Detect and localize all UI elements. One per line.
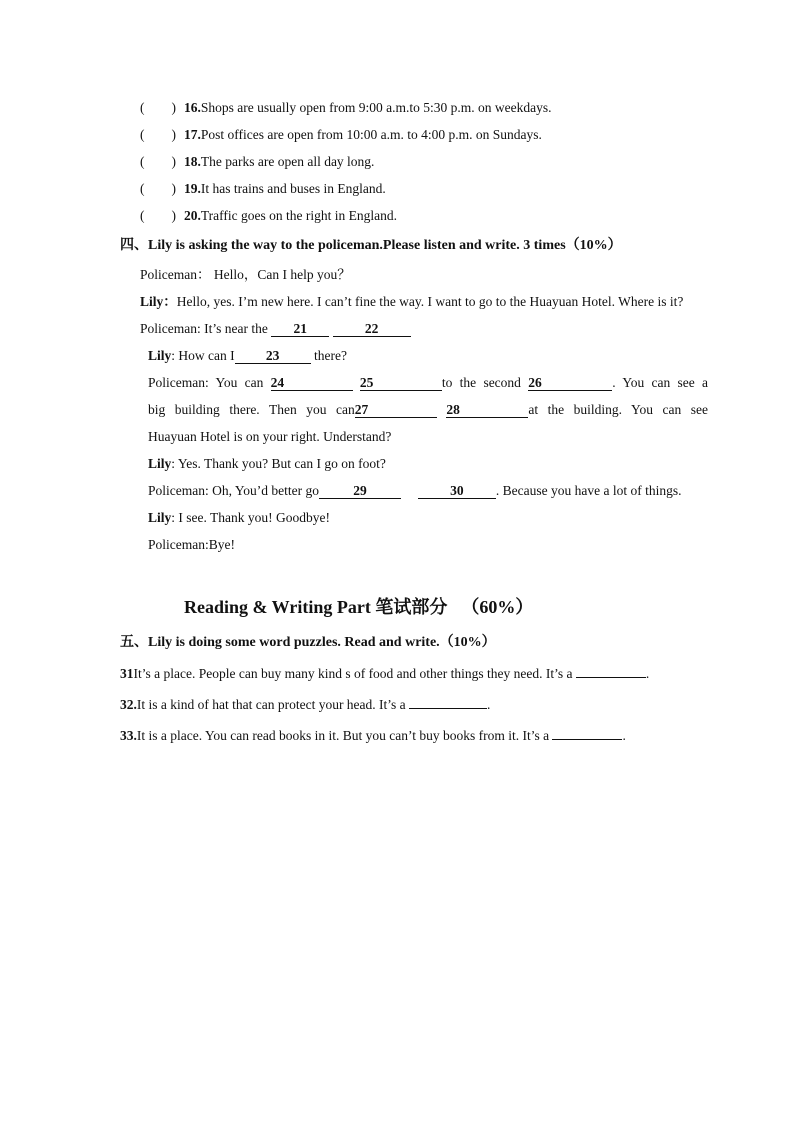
question-31: [120, 665, 649, 683]
item-number: 19.: [184, 181, 201, 196]
dialogue-text: Policeman: It’s near the: [140, 321, 272, 336]
answer-blank-32[interactable]: [409, 708, 487, 709]
item-text: The parks are open all day long.: [200, 154, 375, 169]
blank-26[interactable]: 26: [528, 375, 612, 391]
dialogue-line-9: [148, 482, 681, 500]
part-title-text: Reading & Writing Part 笔试部分: [184, 597, 448, 617]
dialogue-text: there?: [310, 348, 347, 363]
dialogue-text: Huayuan Hotel is on your right. Understand?: [148, 429, 392, 444]
question-end: .: [645, 666, 650, 681]
dialogue-text: : Yes. Thank you? But can I go on foot?: [171, 456, 386, 471]
question-33: [120, 727, 626, 745]
answer-parentheses[interactable]: ( ): [140, 181, 176, 196]
dialogue-text: : I see. Thank you! Goodbye!: [171, 510, 330, 525]
tf-item-16: [140, 99, 551, 117]
answer-blank-31[interactable]: [576, 677, 646, 678]
item-text: Post offices are open from 10:00 a.m. to 4:00 p.m. on Sundays.: [200, 127, 542, 142]
part-title: [184, 596, 533, 618]
blank-27[interactable]: 27: [355, 402, 437, 418]
dialogue-text: Policeman: You can: [148, 375, 271, 390]
answer-parentheses[interactable]: ( ): [140, 127, 176, 142]
dialogue-text: . You can see a: [612, 375, 708, 390]
item-number: 17.: [184, 127, 201, 142]
dialogue-line-3: [140, 320, 411, 338]
dialogue-line-10: [148, 509, 330, 527]
dialogue-line-2: [140, 293, 683, 311]
dialogue-line-7: [148, 428, 391, 446]
part-title-percent: （60%）: [461, 597, 534, 617]
question-number: 32.: [120, 697, 137, 712]
item-number: 16.: [184, 100, 201, 115]
dialogue-text: Hello, yes. I’m new here. I can’t fine the way. I want to go to the Huayuan Hotel. Where is it?: [176, 294, 684, 309]
tf-item-17: [140, 126, 542, 144]
question-end: .: [487, 697, 491, 712]
dialogue-line-11: [148, 536, 235, 554]
section-4-heading: 四、Lily is asking the way to the policeman.Please listen and write. 3 times（10%）: [120, 238, 622, 253]
speaker-label: Lily: [148, 456, 172, 471]
answer-blank-33[interactable]: [552, 739, 622, 740]
blank-22[interactable]: 22: [333, 321, 411, 337]
item-text: Shops are usually open from 9:00 a.m.to 5:30 p.m. on weekdays.: [200, 100, 552, 115]
dialogue-text: . Because you have a lot of things.: [495, 483, 682, 498]
dialogue-text: : How can I: [171, 348, 235, 363]
dialogue-line-6: [148, 401, 708, 419]
question-number: 31: [120, 666, 134, 681]
question-text: It is a kind of hat that can protect your head. It’s a: [136, 697, 410, 712]
question-text: It’s a place. People can buy many kind s of food and other things they need. It’s a: [133, 666, 576, 681]
dialogue-line-1: [140, 266, 351, 284]
blank-30[interactable]: 30: [418, 483, 496, 499]
tf-item-19: [140, 180, 386, 198]
section-5-heading: 五、Lily is doing some word puzzles. Read and write.（10%）: [120, 635, 496, 650]
item-number: 18.: [184, 154, 201, 169]
dialogue-text: Policeman:Bye!: [148, 537, 235, 552]
blank-25[interactable]: 25: [360, 375, 442, 391]
dialogue-line-4: [148, 347, 347, 365]
dialogue-text: Policeman: Oh, You’d better go: [148, 483, 319, 498]
speaker-label: Lily：: [140, 294, 177, 309]
question-end: .: [622, 728, 626, 743]
tf-item-18: [140, 153, 374, 171]
item-number: 20.: [184, 208, 201, 223]
item-text: It has trains and buses in England.: [200, 181, 386, 196]
dialogue-text: at the building. You can see: [528, 402, 709, 417]
answer-parentheses[interactable]: ( ): [140, 154, 176, 169]
dialogue-line-5: [148, 374, 708, 392]
question-text: It is a place. You can read books in it. But you can’t buy books from it. It’s a: [136, 728, 553, 743]
tf-item-20: [140, 207, 397, 225]
speaker-label: Lily: [148, 510, 172, 525]
speaker-label: Lily: [148, 348, 172, 363]
dialogue-line-8: [148, 455, 386, 473]
item-text: Traffic goes on the right in England.: [200, 208, 397, 223]
blank-24[interactable]: 24: [271, 375, 353, 391]
question-32: [120, 696, 490, 714]
blank-28[interactable]: 28: [446, 402, 528, 418]
dialogue-text: Hello，Can I help you？: [210, 267, 351, 282]
speaker-label: Policeman：: [140, 267, 211, 282]
blank-21[interactable]: 21: [271, 321, 329, 337]
answer-parentheses[interactable]: ( ): [140, 100, 176, 115]
question-number: 33.: [120, 728, 137, 743]
blank-29[interactable]: 29: [319, 483, 401, 499]
answer-parentheses[interactable]: ( ): [140, 208, 176, 223]
blank-23[interactable]: 23: [235, 348, 311, 364]
dialogue-text: to the second: [441, 375, 529, 390]
dialogue-text: big building there. Then you can: [148, 402, 355, 417]
